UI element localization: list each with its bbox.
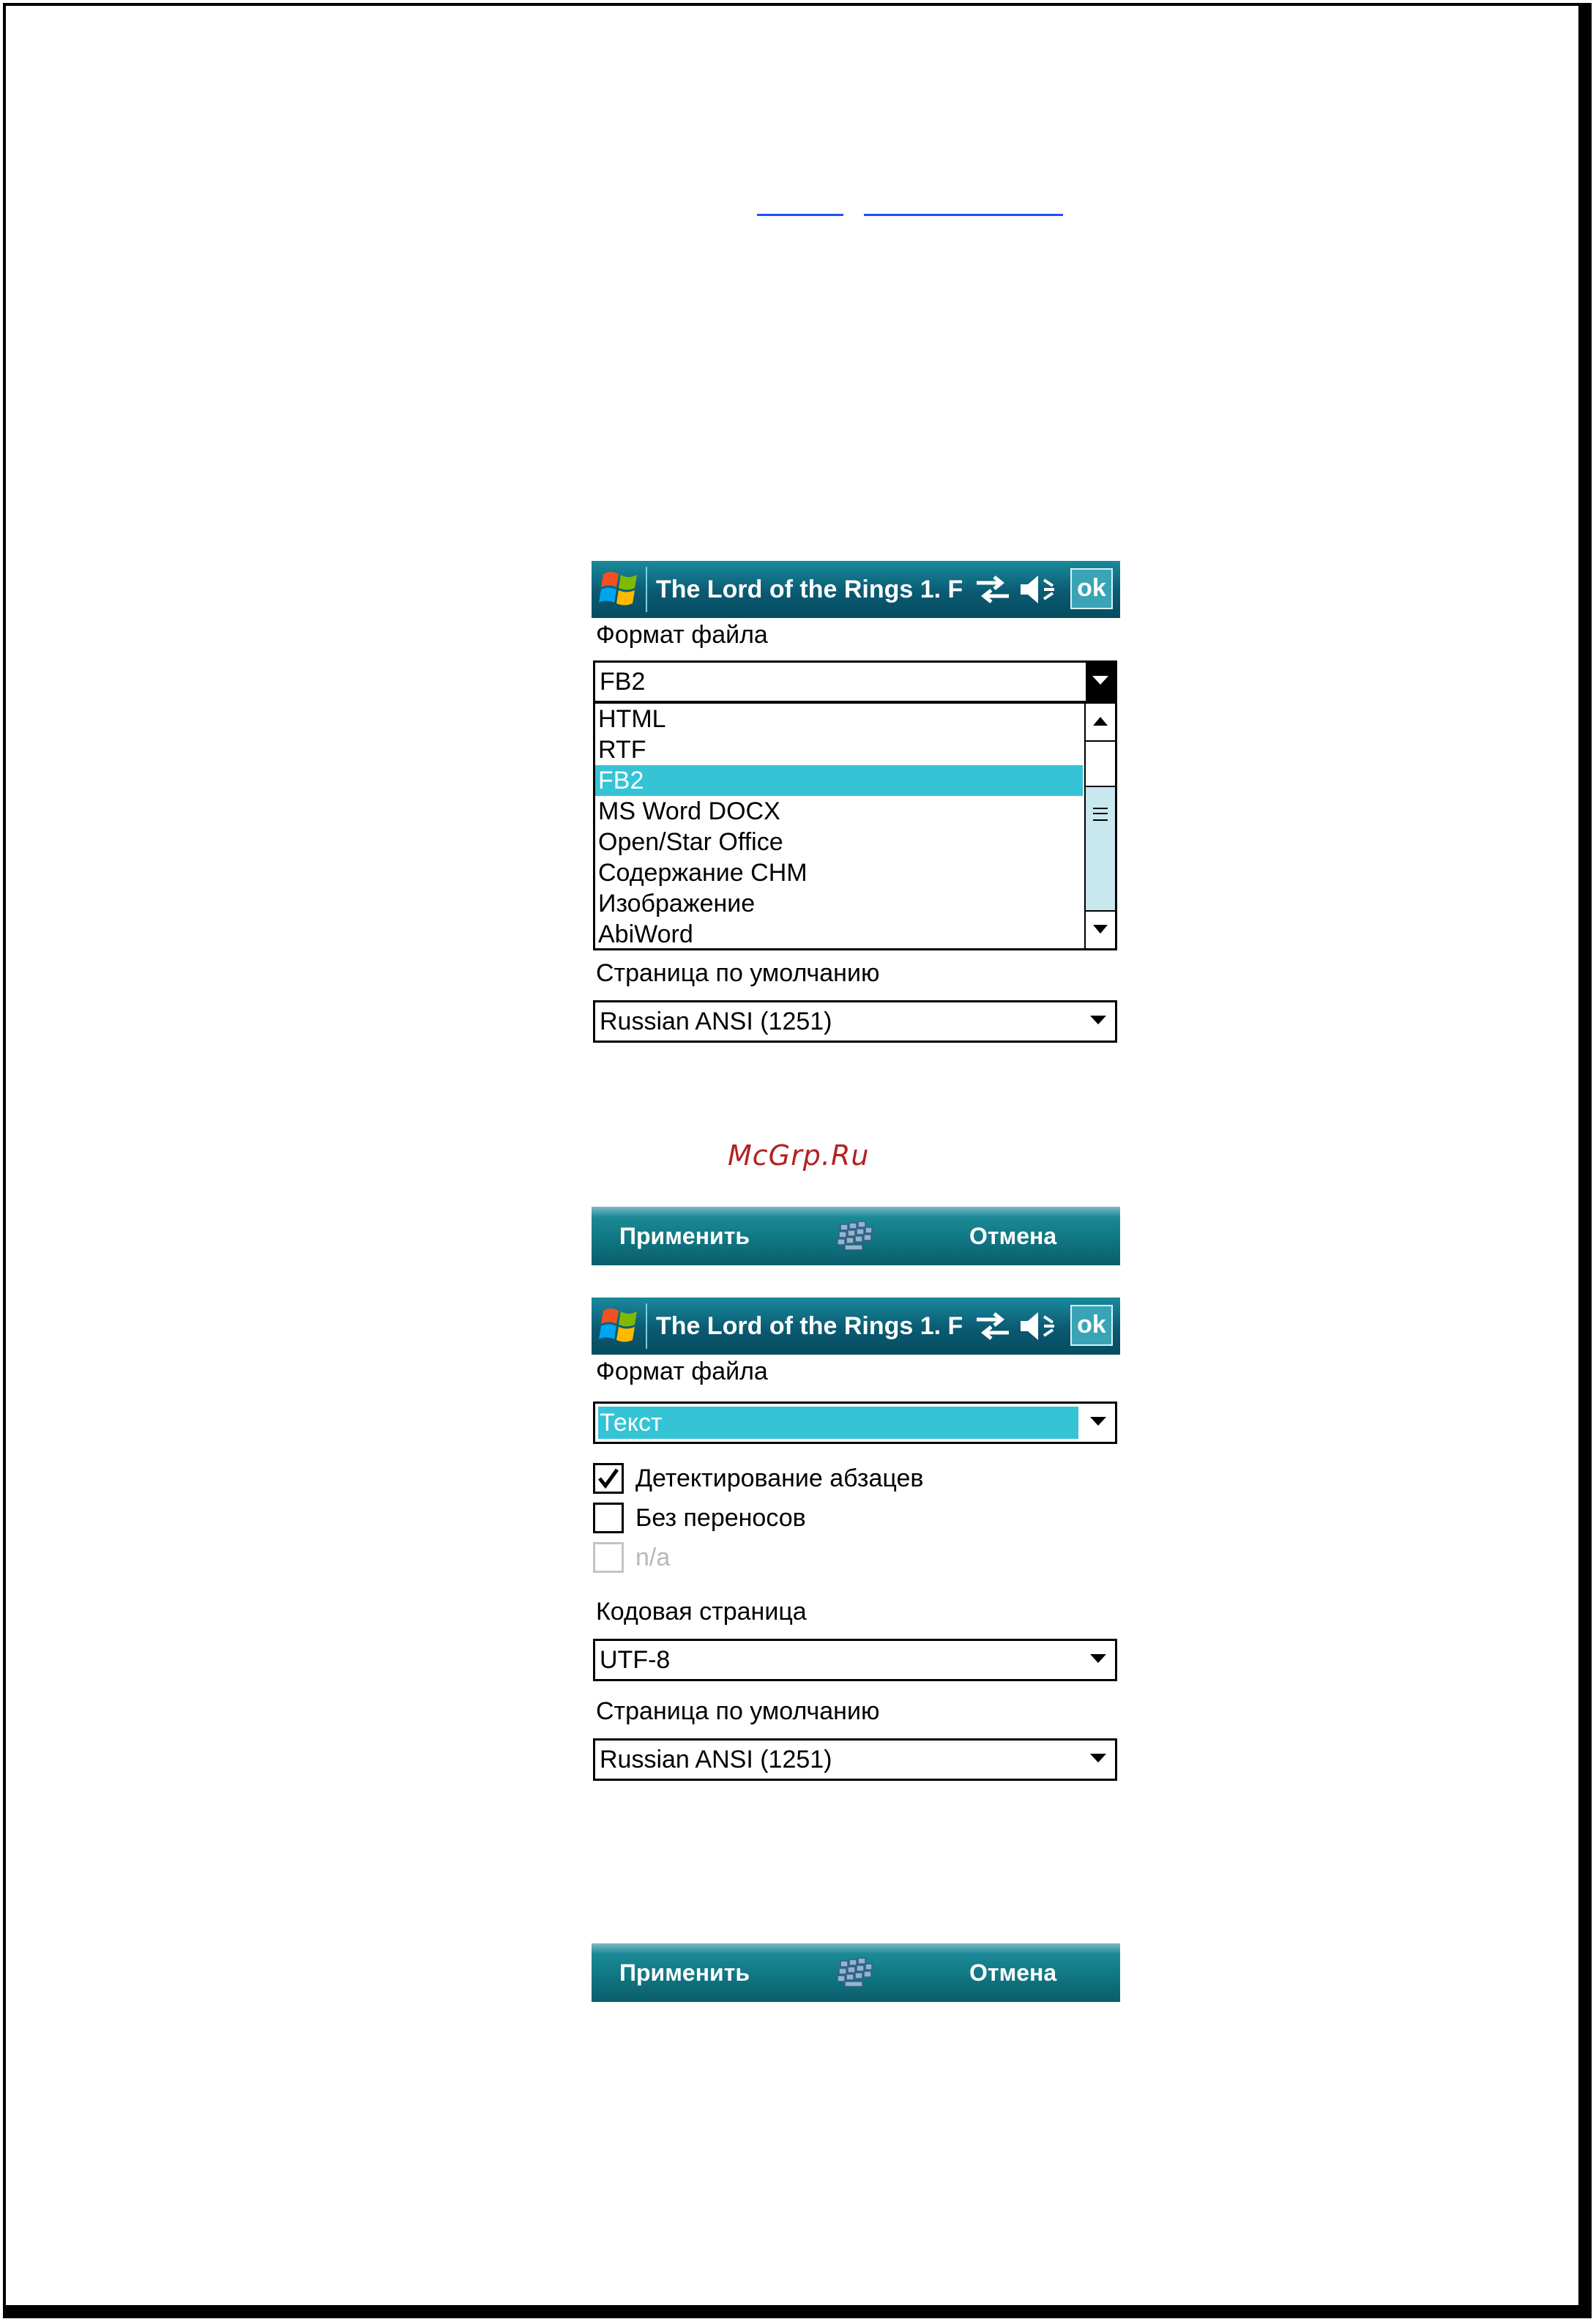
list-item-html[interactable]: HTML <box>598 705 666 733</box>
arrow-down-icon <box>1093 925 1108 934</box>
cancel-button[interactable]: Отмена <box>969 1959 1057 1986</box>
chevron-down-icon <box>1090 1654 1106 1663</box>
window-title: The Lord of the Rings 1. F <box>656 1312 963 1340</box>
list-item-image[interactable]: Изображение <box>598 890 756 917</box>
format-dropdown-toggle[interactable] <box>1086 663 1115 701</box>
format-dropdown[interactable] <box>593 660 1117 703</box>
list-item-docx[interactable]: MS Word DOCX <box>598 797 780 825</box>
format-label: Формат файла <box>596 621 768 649</box>
chevron-down-icon <box>1092 676 1108 685</box>
checkbox-detect-paragraphs-label[interactable]: Детектирование абзацев <box>635 1464 924 1492</box>
keyboard-icon[interactable] <box>836 1220 874 1252</box>
checkbox-no-hyphens-label[interactable]: Без переносов <box>635 1504 806 1532</box>
checkbox-na-label: n/a <box>635 1544 671 1571</box>
ok-button[interactable]: ok <box>1070 568 1113 609</box>
format-dropdown-highlight <box>598 1407 1078 1439</box>
default-page-label: Страница по умолчанию <box>596 1697 880 1725</box>
codepage-label: Кодовая страница <box>596 1598 807 1626</box>
keyboard-icon[interactable] <box>836 1957 874 1989</box>
header-link-long[interactable] <box>864 214 1063 216</box>
checkbox-na-disabled <box>593 1542 624 1573</box>
checkmark-icon <box>597 1467 620 1490</box>
windows-start-icon[interactable] <box>599 1303 643 1349</box>
windows-start-icon[interactable] <box>599 567 643 612</box>
default-page-dropdown[interactable] <box>593 1000 1117 1043</box>
format-dropdown-value: FB2 <box>600 668 646 696</box>
chevron-down-icon <box>1090 1016 1106 1024</box>
connectivity-icon[interactable] <box>974 573 1012 606</box>
chevron-down-icon <box>1090 1754 1106 1762</box>
screen-text-options <box>592 1298 1120 2002</box>
softkey-bar <box>592 1943 1120 2002</box>
window-title: The Lord of the Rings 1. F <box>656 576 963 603</box>
list-item-rtf[interactable]: RTF <box>598 736 646 764</box>
default-page-value: Russian ANSI (1251) <box>600 1746 832 1773</box>
list-item-openoffice[interactable]: Open/Star Office <box>598 828 783 856</box>
title-separator <box>646 1303 647 1349</box>
ok-button[interactable]: ok <box>1070 1305 1113 1346</box>
scroll-grip-icon[interactable] <box>1093 808 1108 821</box>
format-dropdown-value: Текст <box>600 1409 663 1437</box>
chevron-down-icon <box>1090 1417 1106 1426</box>
default-page-value: Russian ANSI (1251) <box>600 1008 832 1035</box>
list-item-chm[interactable]: Содержание CHM <box>598 859 808 887</box>
speaker-muted-icon[interactable] <box>1018 1308 1059 1344</box>
apply-button[interactable]: Применить <box>619 1223 750 1249</box>
scroll-thumb[interactable] <box>1086 742 1115 787</box>
checkbox-detect-paragraphs[interactable] <box>593 1463 624 1494</box>
title-separator <box>646 567 647 612</box>
arrow-up-icon <box>1093 717 1108 726</box>
list-scrollbar[interactable] <box>1084 704 1115 948</box>
codepage-value: UTF-8 <box>600 1646 671 1674</box>
header-link-short[interactable] <box>757 214 843 216</box>
format-dropdown[interactable] <box>593 1402 1117 1444</box>
list-item-fb2-selected[interactable]: FB2 <box>595 765 1083 796</box>
checkbox-no-hyphens[interactable] <box>593 1503 624 1533</box>
cancel-button[interactable]: Отмена <box>969 1223 1057 1249</box>
apply-button[interactable]: Применить <box>619 1959 750 1986</box>
default-page-label: Страница по умолчанию <box>596 959 880 987</box>
format-label: Формат файла <box>596 1358 768 1385</box>
title-bar <box>592 561 1120 618</box>
softkey-bar <box>592 1207 1120 1265</box>
speaker-muted-icon[interactable] <box>1018 571 1059 608</box>
title-bar <box>592 1298 1120 1355</box>
connectivity-icon[interactable] <box>974 1309 1012 1343</box>
list-item-abiword[interactable]: AbiWord <box>598 920 693 948</box>
default-page-dropdown[interactable] <box>593 1738 1117 1781</box>
watermark: McGrp.Ru <box>728 1139 870 1172</box>
format-options-list[interactable] <box>593 701 1117 950</box>
scroll-up-button[interactable] <box>1086 704 1115 742</box>
scroll-down-button[interactable] <box>1086 910 1115 948</box>
codepage-dropdown[interactable] <box>593 1639 1117 1681</box>
